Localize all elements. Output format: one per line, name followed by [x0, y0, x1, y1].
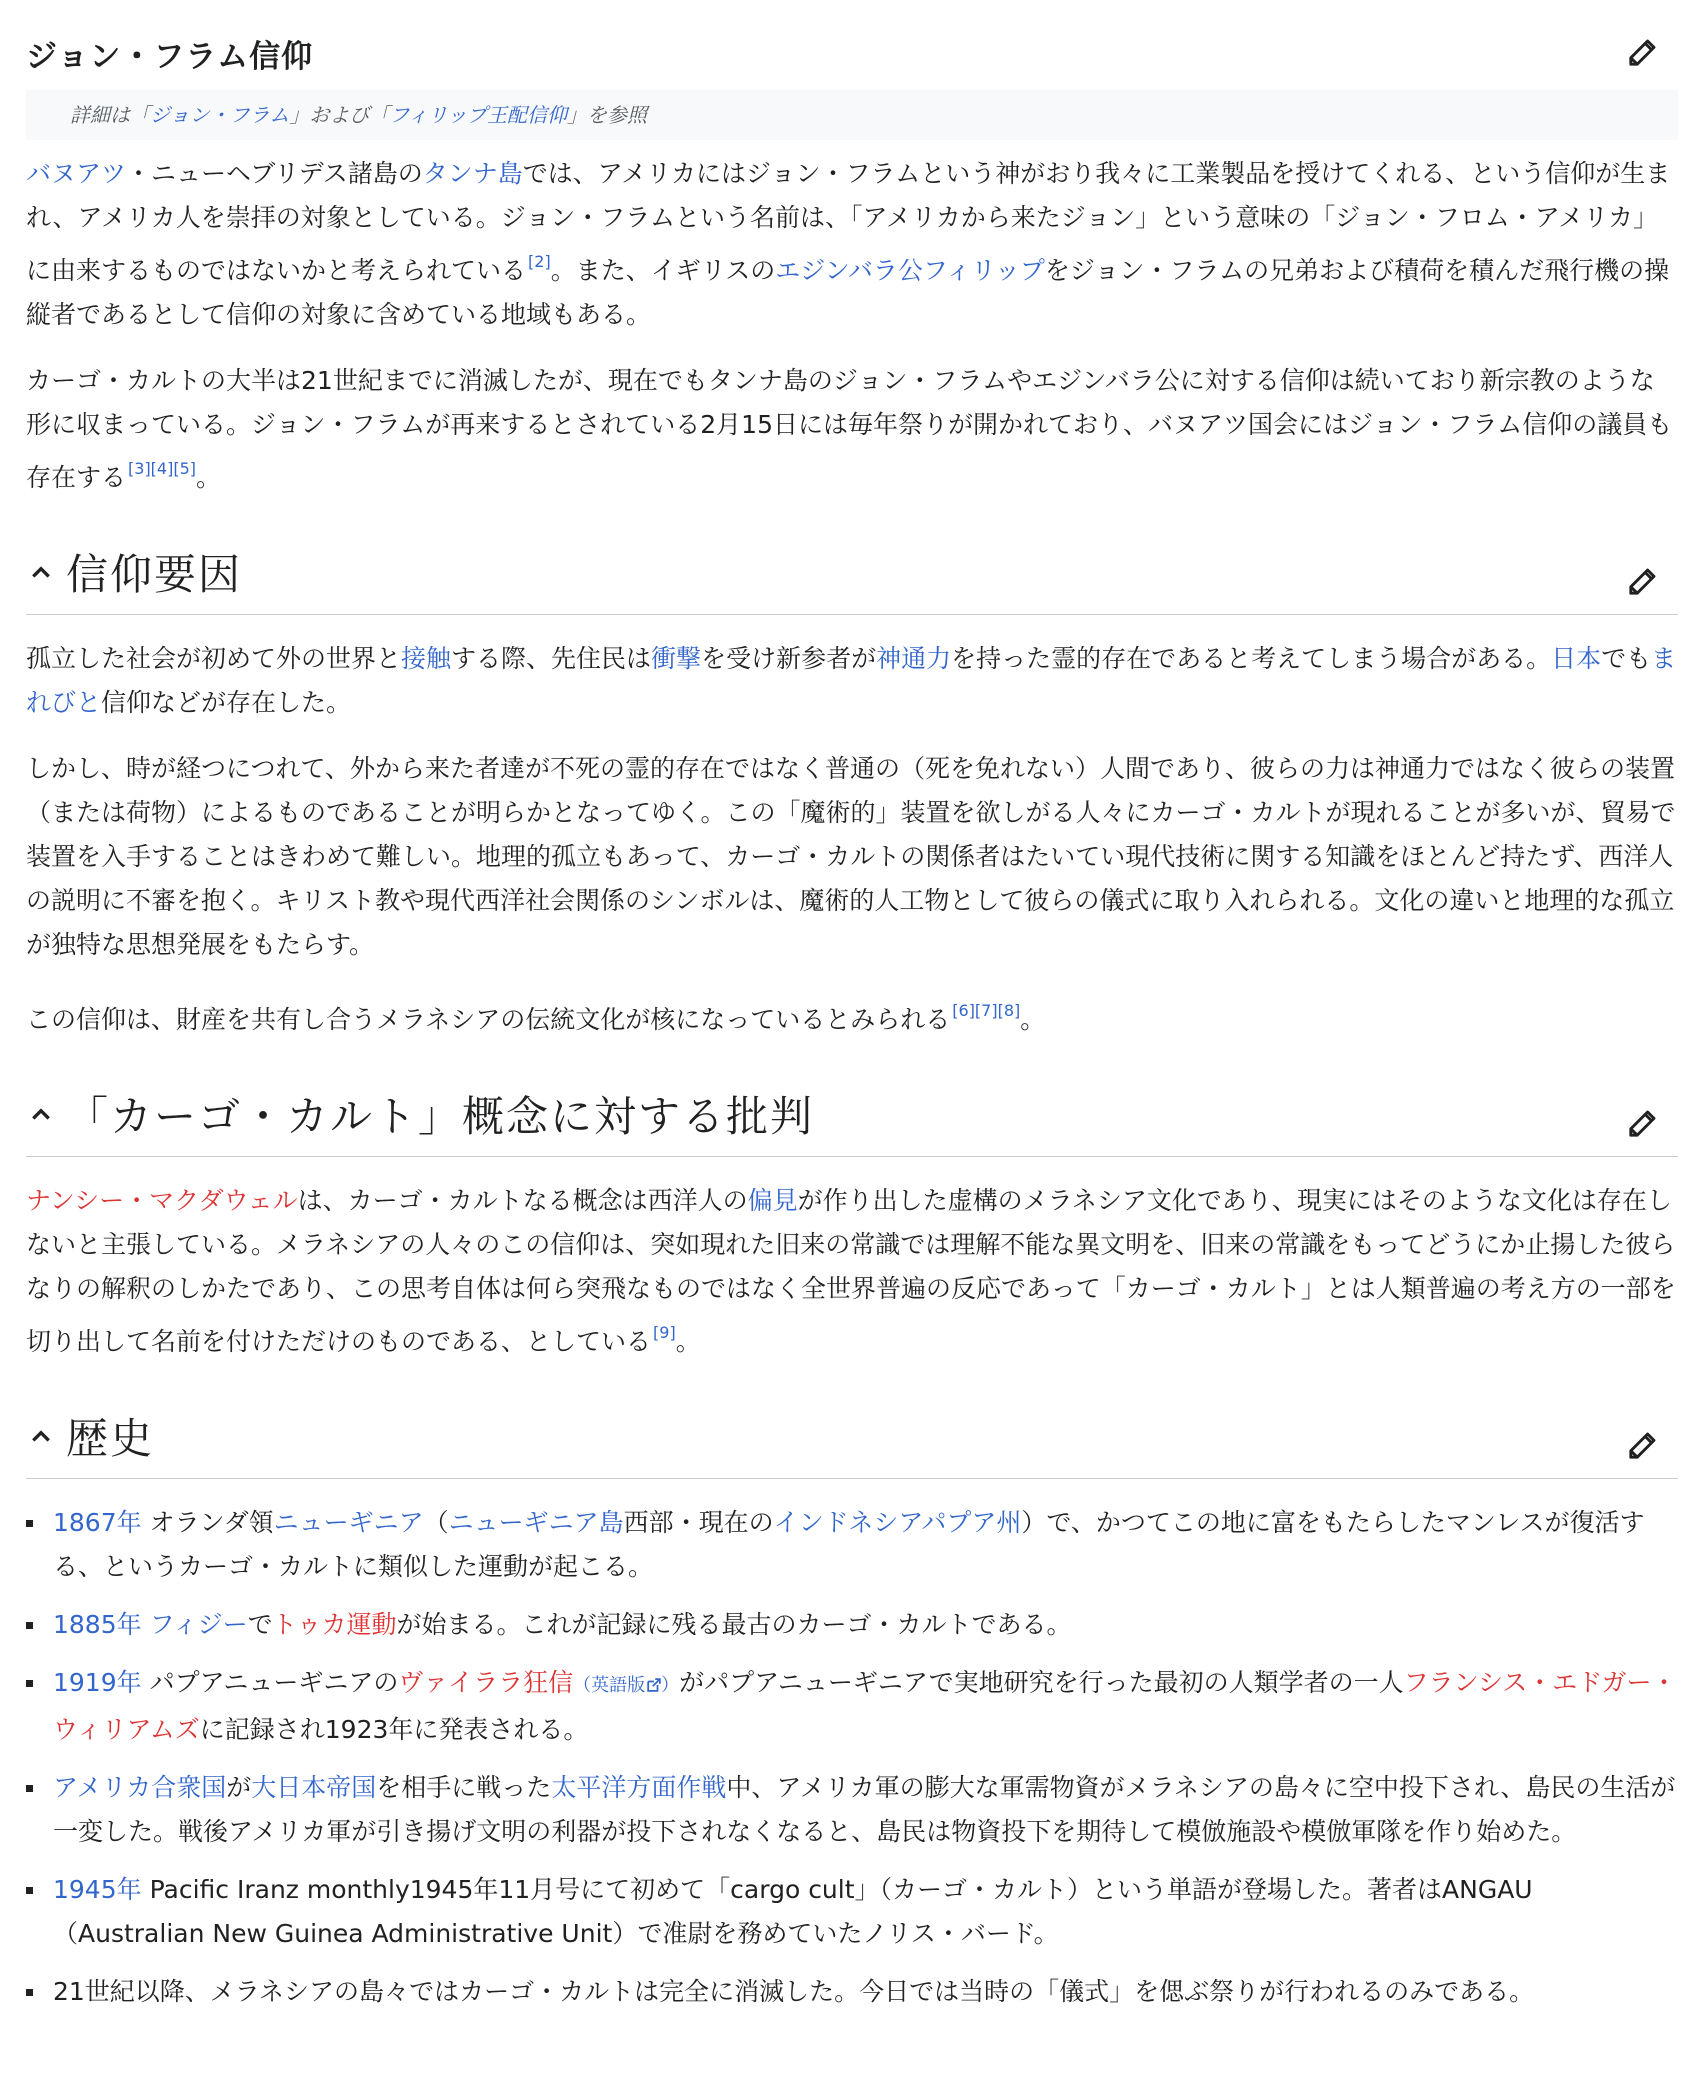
section-title: ジョン・フラム信仰 [26, 38, 314, 75]
link-vanuatu[interactable]: バヌアツ [26, 159, 127, 188]
link-prince-philip[interactable]: エジンバラ公フィリップ [775, 256, 1045, 285]
link-contact[interactable]: 接触 [401, 644, 452, 673]
link-usa[interactable]: アメリカ合衆国 [53, 1773, 227, 1802]
text: 21世紀以降、メラネシアの島々ではカーゴ・カルトは完全に消滅した。今日では当時の「儀式」を偲ぶ祭りが行われるのみである。 [53, 1977, 1535, 2006]
text: に記録され1923年に発表される。 [199, 1715, 589, 1744]
link-year[interactable]: 1867年 [53, 1508, 142, 1537]
external-link-icon [647, 1678, 661, 1692]
text: 西部・現在の [623, 1508, 774, 1537]
section-heading-history[interactable] [26, 1386, 1678, 1479]
list-item [26, 1501, 1678, 1589]
list-item [26, 1603, 1678, 1647]
hatnote-text: 」を参照 [567, 103, 648, 127]
list-item [26, 1661, 1678, 1752]
text: を持った霊的存在であると考えてしまう場合がある。 [951, 644, 1552, 673]
link-year[interactable]: 1885年 [53, 1610, 142, 1639]
redlink-nancy-mcdowell[interactable]: ナンシー・マクダウェル [26, 1186, 298, 1215]
paragraph [26, 359, 1678, 500]
list-item [26, 1766, 1678, 1854]
text: でも [1601, 644, 1652, 673]
chevron-up-icon[interactable] [26, 557, 56, 587]
link-papua-province[interactable]: インドネシアパプア州 [773, 1508, 1022, 1537]
text: 孤立した社会が初めて外の世界と [26, 644, 402, 673]
bullet-icon [26, 1989, 33, 1996]
reference-link[interactable]: [9] [653, 1323, 676, 1342]
bullet-icon [26, 1785, 33, 1792]
hatnote-link-philip-cult[interactable]: フィリップ王配信仰 [389, 103, 568, 127]
text: ・ニューヘブリデス諸島の [126, 159, 423, 188]
link-empire-of-japan[interactable]: 大日本帝国 [251, 1773, 377, 1802]
section-heading-john-frum [26, 26, 1678, 80]
redlink-francis-edgar-williams[interactable]: フランシス・エドガー・ウィリアムズ [53, 1668, 1677, 1744]
text: 。 [1020, 1005, 1046, 1034]
text: を受け新参者が [701, 644, 877, 673]
link-prejudice[interactable]: 偏見 [747, 1186, 798, 1215]
text: が始まる。これが記録に残る最古のカーゴ・カルトである。 [396, 1610, 1072, 1639]
link-year[interactable]: 1945年 [53, 1875, 142, 1904]
list-item [26, 1970, 1678, 2014]
link-marebito[interactable]: まれびと [26, 644, 1677, 717]
reference-link[interactable]: [6][7][8] [952, 1001, 1021, 1020]
hatnote-text: 」および「 [289, 103, 390, 127]
pencil-icon[interactable] [1622, 1426, 1662, 1466]
link-shock[interactable]: 衝撃 [651, 644, 702, 673]
link-new-guinea[interactable]: ニューギニア [273, 1508, 424, 1537]
reference-link[interactable]: [3][4][5] [128, 459, 197, 478]
section-title: 「カーゴ・カルト」概念に対する批判 [66, 1092, 815, 1141]
english-version-link[interactable]: （英語版 ） [573, 1675, 680, 1696]
pencil-icon[interactable] [1622, 1104, 1662, 1144]
link-new-guinea-island[interactable]: ニューギニア島 [448, 1508, 624, 1537]
pencil-icon[interactable] [1622, 562, 1662, 602]
list-item [26, 1868, 1678, 1956]
link-year[interactable]: 1919年 [53, 1668, 142, 1697]
bullet-icon [26, 1680, 33, 1687]
text: が [226, 1773, 252, 1802]
pencil-icon[interactable] [1622, 33, 1662, 73]
text: 。 [196, 463, 222, 492]
paragraph: しかし、時が経つにつれて、外から来た者達が不死の霊的存在ではなく普通の（死を免れない）人間であり、彼らの力は神通力ではなく彼らの装置（または荷物）によるものであることが明らかとなってゆく。この「魔術的」装置を欲しがる人々にカーゴ・カルトが現れることが多いが、貿易で装置を入手することはきわめて難しい。地理的孤立もあって、カーゴ・カルトの関係者はたいてい現代技術に関する知識をほとんど持たず、西洋人の説明に不審を抱く。キリスト教や現代西洋社会関係のシンボルは、魔術的人工物として彼らの儀式に取り入れられる。文化の違いと地理的な孤立が独特な思想発展をもたらす。 [26, 754, 1676, 959]
redlink-vailala-madness[interactable]: ヴァイララ狂信 [398, 1668, 574, 1697]
text: Pacific Iranz monthly1945年11月号にて初めて「cargo cult」（カーゴ・カルト）という単語が登場した。著者はANGAU（Australian New Guinea Administrative Unit）で准尉を務めていたノリス・バード。 [53, 1875, 1533, 1948]
bullet-icon [26, 1622, 33, 1629]
text [142, 1610, 150, 1639]
link-tanna[interactable]: タンナ島 [422, 159, 523, 188]
text: この信仰は、財産を共有し合うメラネシアの伝統文化が核になっているとみられる [26, 1005, 951, 1034]
history-list [26, 1501, 1678, 2014]
section-title: 歴史 [66, 1414, 155, 1463]
text: が作り出した虚構のメラネシア文化であり、現実にはそのような文化は存在しないと主張している。メラネシアの人々のこの信仰は、突如現れた旧来の常識では理解不能な異文明を、旧来の常識をもってどうにか止揚した彼らなりの解釈のしかたであり、この思考自体は何ら突飛なものではなく全世界普遍の反応であって「カーゴ・カルト」とは人類普遍の考え方の一部を切り出して名前を付けただけのものである、としている [26, 1186, 1676, 1356]
chevron-up-icon[interactable] [26, 1099, 56, 1129]
text: で [247, 1610, 273, 1639]
chevron-up-icon[interactable] [26, 1421, 56, 1451]
paragraph [26, 1179, 1678, 1364]
paragraph [26, 637, 1678, 725]
article-content [0, 26, 1704, 2014]
link-supernatural-power[interactable]: 神通力 [876, 644, 952, 673]
text: を相手に戦った [376, 1773, 552, 1802]
reference-link[interactable]: [2] [528, 252, 551, 271]
text: カーゴ・カルトの大半は21世紀までに消滅したが、現在でもタンナ島のジョン・フラムやエジンバラ公に対する信仰は続いており新宗教のような形に収まっている。ジョン・フラムが再来するとされている2月15日には毎年祭りが開かれており、バヌアツ国会にはジョン・フラム信仰の議員も存在する [26, 366, 1673, 492]
paragraph [26, 152, 1678, 337]
text: をジョン・フラムの兄弟および積荷を積んだ飛行機の操縦者であるとして信仰の対象に含めている地域もある。 [26, 256, 1670, 329]
text: では、アメリカにはジョン・フラムという神がおり我々に工業製品を授けてくれる、という信仰が生まれ、アメリカ人を崇拝の対象としている。ジョン・フラムという名前は、「アメリカから来たジョン」という意味の「ジョン・フロム・アメリカ」に由来するものではないかと考えられている [26, 159, 1671, 285]
redlink-tuka-movement[interactable]: トゥカ運動 [272, 1610, 397, 1639]
text: （ [423, 1508, 449, 1537]
paragraph [26, 989, 1678, 1042]
text: がパプアニューギニアで実地研究を行った最初の人類学者の一人 [679, 1668, 1404, 1697]
bullet-icon [26, 1520, 33, 1527]
link-pacific-campaign[interactable]: 太平洋方面作戦 [551, 1773, 727, 1802]
text: パプアニューギニアの [141, 1668, 399, 1697]
link-japan[interactable]: 日本 [1551, 644, 1602, 673]
text: オランダ領 [141, 1508, 274, 1537]
text: 。 [675, 1327, 701, 1356]
text: ）で、かつてこの地に富をもたらしたマンレスが復活する、というカーゴ・カルトに類似した運動が起こる。 [53, 1508, 1645, 1581]
section-title: 信仰要因 [66, 550, 243, 599]
text: は、カーゴ・カルトなる概念は西洋人の [297, 1186, 748, 1215]
hatnote-text: 詳細は「 [70, 103, 150, 127]
hatnote-link-john-frum[interactable]: ジョン・フラム [150, 103, 290, 127]
hatnote [26, 90, 1678, 140]
text: 中、アメリカ軍の膨大な軍需物資がメラネシアの島々に空中投下され、島民の生活が一変した。戦後アメリカ軍が引き揚げ文明の利器が投下されなくなると、島民は物資投下を期待して模倣施設や模倣軍隊を作り始めた。 [53, 1773, 1676, 1846]
section-heading-faith-factors[interactable] [26, 522, 1678, 615]
link-fiji[interactable]: フィジー [149, 1610, 248, 1639]
bullet-icon [26, 1887, 33, 1894]
section-heading-critique[interactable] [26, 1064, 1678, 1157]
text: 信仰などが存在した。 [101, 688, 352, 717]
text: 。また、イギリスの [550, 256, 776, 285]
text: する際、先住民は [451, 644, 652, 673]
